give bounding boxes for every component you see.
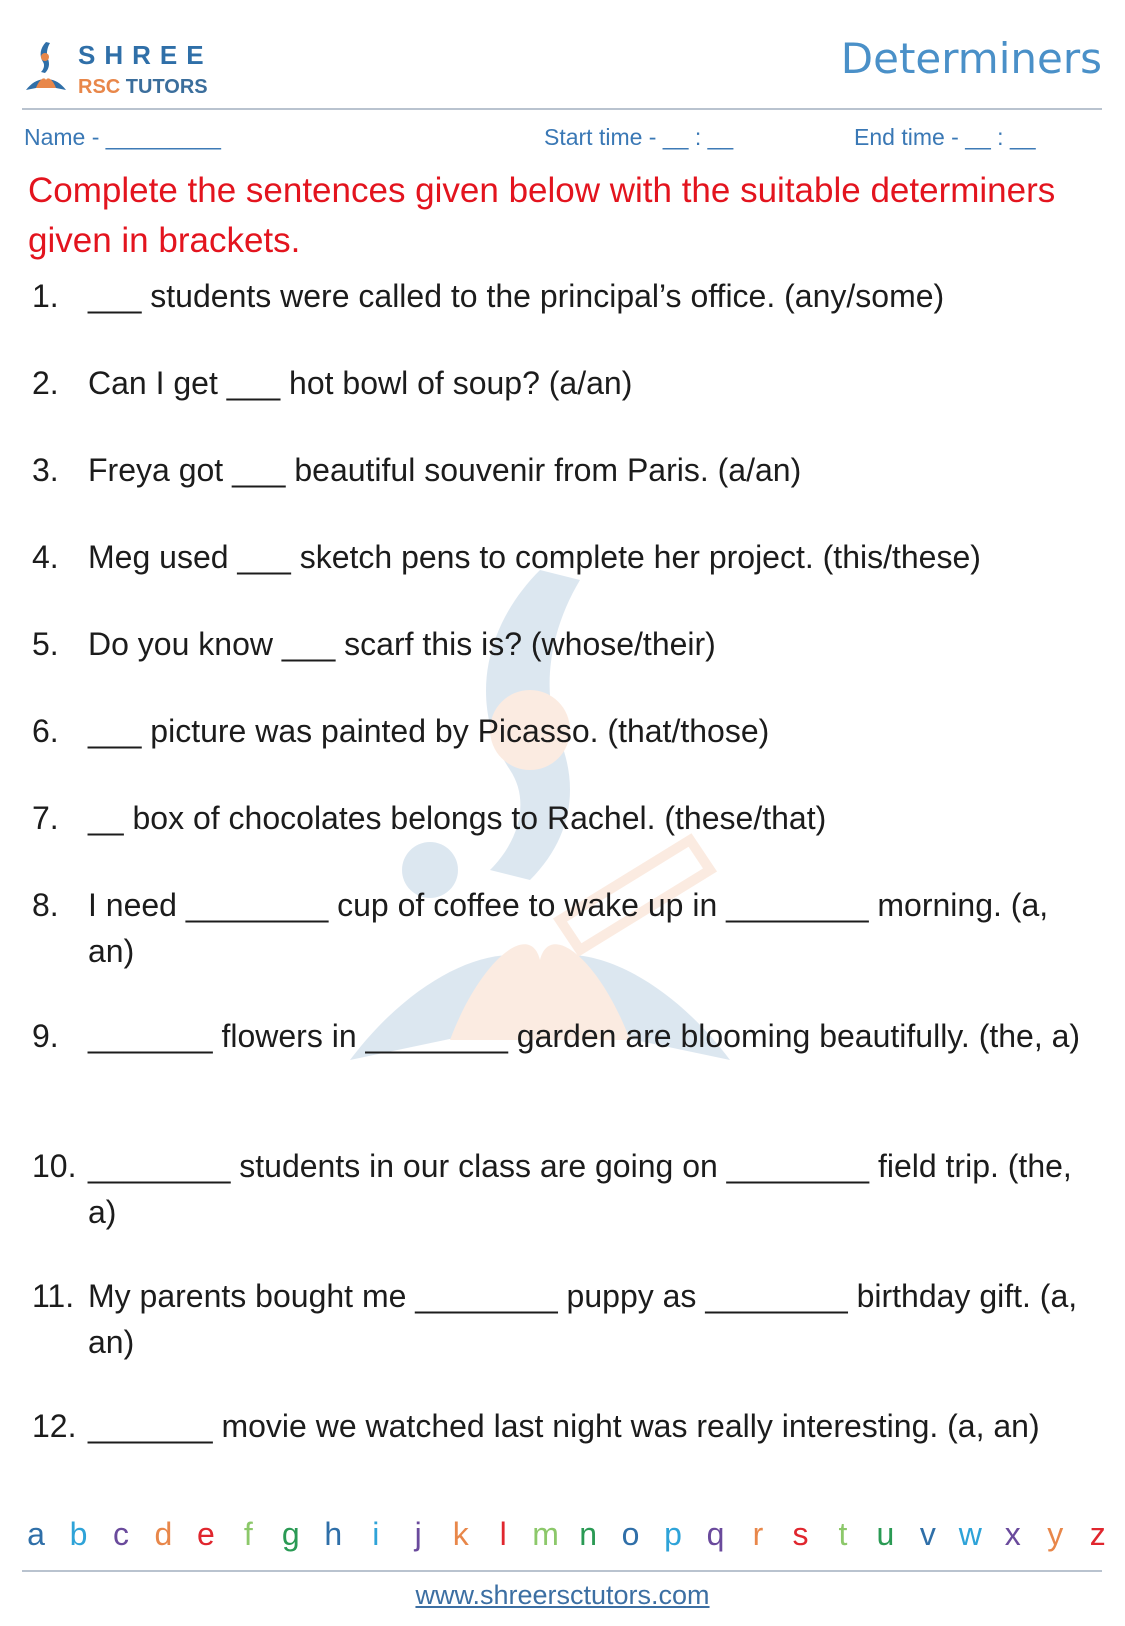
question-text[interactable]: Freya got ___ beautiful souvenir from Paris. (a/an) [88,452,802,488]
question-text[interactable]: ___ picture was painted by Picasso. (that/those) [88,713,770,749]
question-text[interactable]: _______ flowers in ________ garden are blooming beautifully. (the, a) [88,1018,1081,1054]
question-number: 3. [32,452,59,488]
alphabet-letter: t [838,1516,848,1552]
alphabet-letter: m [532,1516,559,1552]
question-item [32,447,1102,493]
question-text[interactable]: Can I get ___ hot bowl of soup? (a/an) [88,365,633,401]
question-item [32,360,1102,406]
start-time-field[interactable]: Start time - __ : __ [544,124,734,150]
alphabet-letter: y [1047,1516,1064,1552]
question-text[interactable]: Do you know ___ scarf this is? (whose/their) [88,626,716,662]
question-item [32,534,1102,580]
question-item [32,273,1102,319]
brand-name: SHREE [78,40,213,70]
alphabet-letter: a [27,1516,45,1552]
question-item [32,1273,1102,1365]
alphabet-letter: b [69,1516,88,1552]
alphabet-letter: g [281,1516,300,1552]
alphabet-letter: n [579,1516,597,1552]
instructions: Complete the sentences given below with the suitable determiners given in brackets. [28,171,1056,260]
question-item [32,882,1102,974]
question-text[interactable]: __ box of chocolates belongs to Rachel. (these/that) [88,800,827,836]
alphabet-letter: v [919,1516,936,1552]
name-field[interactable]: Name - _________ [24,124,221,150]
question-item [32,1143,1102,1235]
question-item [32,1013,1102,1059]
header [22,30,1102,110]
question-number: 11. [32,1278,75,1314]
alphabet-letter: h [324,1516,343,1552]
brand-logo [22,36,242,100]
question-text[interactable]: ___ students were called to the principal’s office. (any/some) [88,278,945,314]
header-divider [22,108,1102,110]
question-number: 5. [32,626,59,662]
footer-divider [22,1570,1102,1572]
alphabet-letter: f [243,1516,253,1552]
question-text[interactable]: Meg used ___ sketch pens to complete her project. (this/these) [88,539,981,575]
question-number: 6. [32,713,59,749]
alphabet-letter: j [414,1516,422,1552]
question-number: 7. [32,800,59,836]
alphabet-letter: d [154,1516,173,1552]
brand-subtitle [78,76,208,99]
footer [0,1580,1125,1611]
alphabet-letter: o [621,1516,640,1552]
question-text[interactable]: _______ movie we watched last night was really interesting. (a, an) [88,1408,1040,1444]
question-item [32,795,1102,841]
question-number: 4. [32,539,59,575]
question-item [32,708,1102,754]
alphabet-letter: r [752,1516,764,1552]
alphabet-letter: u [876,1516,895,1552]
brand-tutors: TUTORS [120,76,208,98]
page-title: Determiners [840,34,1102,83]
question-number: 2. [32,365,59,401]
brand-rsc: RSC [78,76,121,98]
question-text[interactable]: ________ students in our class are going on ________ field trip. (the, a) [88,1148,1072,1230]
alphabet-letter: w [958,1516,982,1552]
question-item [32,621,1102,667]
question-number: 9. [32,1018,59,1054]
alphabet-letter: p [664,1516,682,1552]
alphabet-strip [22,1516,1112,1560]
question-number: 12. [32,1408,77,1444]
question-text[interactable]: I need ________ cup of coffee to wake up in ________ morning. (a, an) [88,887,1049,969]
alphabet-letter: s [792,1516,809,1552]
alphabet-letter: z [1089,1516,1106,1552]
alphabet-letter: k [452,1516,469,1552]
question-number: 1. [32,278,59,314]
alphabet-letter: l [499,1516,507,1552]
alphabet-letter: x [1004,1516,1021,1552]
worksheet-meta [24,124,1104,154]
brand-logo-icon [24,40,68,94]
website-link[interactable]: www.shreersctutors.com [415,1580,710,1610]
alphabet-letter: e [196,1516,215,1552]
question-item [32,1403,1102,1449]
question-text[interactable]: My parents bought me ________ puppy as ________ birthday gift. (a, an) [88,1278,1078,1360]
question-number: 10. [32,1148,77,1184]
alphabet-letter: i [372,1516,380,1552]
question-number: 8. [32,887,59,923]
end-time-field[interactable]: End time - __ : __ [854,124,1036,150]
alphabet-letter: q [706,1516,725,1552]
alphabet-letter: c [112,1516,129,1552]
